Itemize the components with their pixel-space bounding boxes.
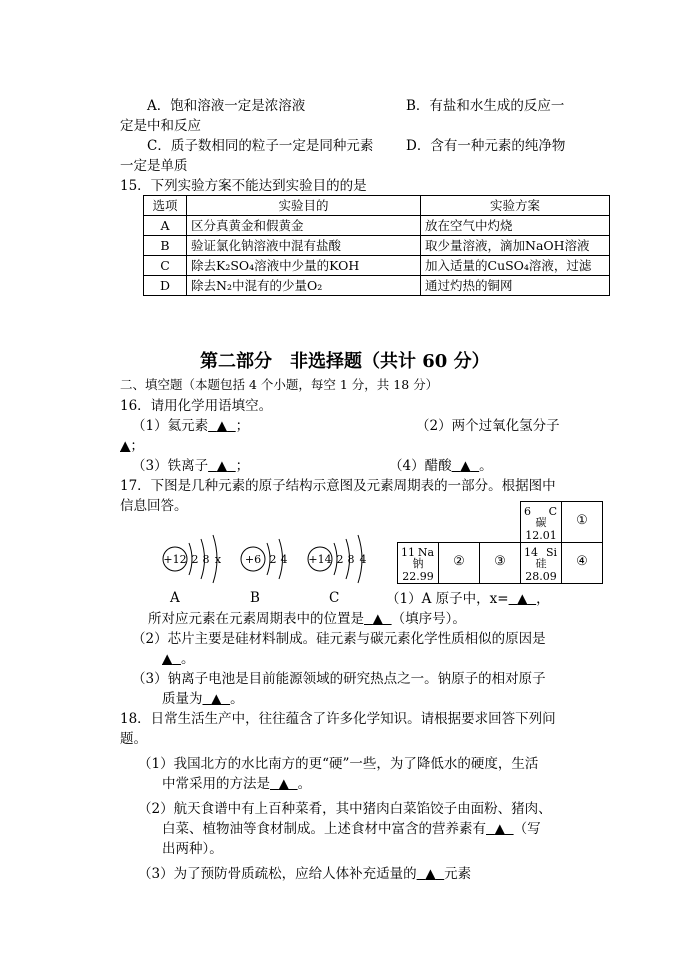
row-plan: 放在空气中灼烧	[421, 216, 610, 236]
q16-part3: （3）铁离子 ▲ ；	[132, 458, 250, 474]
answer-blank[interactable]: ▲	[216, 458, 228, 474]
answer-blank[interactable]: ▲	[120, 438, 131, 454]
q17-part2-blank: ▲ 。	[162, 651, 195, 667]
header-plan: 实验方案	[421, 196, 610, 216]
row-option: C	[144, 256, 187, 276]
q18-part1-blank: 中常采用的方法是 ▲ 。	[162, 776, 312, 792]
atom-b-diagram	[241, 539, 288, 579]
q18-stem-line2: 题。	[120, 731, 147, 747]
element-cell-sodium: 11 Na 钠 22.99	[397, 542, 439, 584]
row-plan: 加入适量的CuSO₄溶液，过滤	[421, 256, 610, 276]
atom-b-shell-1: 2	[269, 553, 277, 566]
row-goal: 验证氯化钠溶液中混有盐酸	[187, 236, 421, 256]
q16-stem: 16．请用化学用语填空。	[120, 398, 273, 414]
atom-c-shell-3: 4	[359, 553, 367, 566]
q17-part3-blank: 质量为 ▲ 。	[162, 691, 244, 707]
atom-c-label: C	[329, 590, 340, 606]
row-goal: 除去K₂SO₄溶液中少量的KOH	[187, 256, 421, 276]
atom-structure-diagrams	[155, 527, 380, 607]
row-plan: 通过灼热的铜网	[421, 276, 610, 296]
q16-part1: （1）氦元素 ▲ ；	[132, 418, 250, 434]
atom-a-diagram	[163, 535, 222, 583]
header-option: 选项	[144, 196, 187, 216]
element-cell-1: ①	[561, 501, 603, 543]
atom-a-shell-1: 2	[191, 553, 199, 566]
part2-title: 第二部分 非选择题（共计 60 分）	[200, 351, 490, 372]
row-plan: 取少量溶液，滴加NaOH溶液	[421, 236, 610, 256]
q14-option-c: C．质子数相同的粒子一定是同种元素	[147, 138, 374, 154]
q17-stem-line2: 信息回答。	[120, 498, 188, 514]
element-cell-2: ②	[438, 542, 480, 584]
answer-blank[interactable]: ▲	[460, 458, 471, 474]
q16-part4: （4）醋酸 ▲ 。	[389, 458, 493, 474]
q17-part1a: （1）A 原子中，x= ▲ ，	[386, 591, 550, 607]
section2-heading: 二、填空题（本题包括 4 个小题，每空 1 分，共 18 分）	[120, 377, 439, 392]
atom-a-nucleus: +12	[163, 553, 187, 566]
row-option: D	[144, 276, 187, 296]
atom-b-label: B	[250, 590, 260, 606]
atom-a-shell-2: 8	[202, 553, 210, 566]
element-cell-3: ③	[479, 542, 521, 584]
answer-blank[interactable]: ▲	[278, 776, 289, 792]
element-cell-carbon: 6 C 碳 12.01	[520, 501, 562, 543]
q17-part1b: 所对应元素在元素周期表中的位置是 ▲ （填序号）。	[148, 611, 466, 627]
row-goal: 区分真黄金和假黄金	[187, 216, 421, 236]
answer-blank[interactable]: ▲	[162, 651, 173, 667]
q14-option-d-continued: 一定是单质	[120, 158, 188, 174]
element-cell-4: ④	[561, 542, 603, 584]
answer-blank[interactable]: ▲	[216, 418, 228, 434]
q18-part2: （2）航天食谱中有上百种菜肴，其中猪肉白菜馅饺子由面粉、猪肉、	[138, 801, 552, 817]
q17-stem-line1: 17．下图是几种元素的原子结构示意图及元素周期表的一部分。根据图中	[120, 478, 556, 494]
q16-part2: （2）两个过氧化氢分子	[416, 418, 560, 434]
atom-c-diagram	[308, 535, 367, 583]
atom-c-shell-2: 8	[347, 553, 355, 566]
row-goal: 除去N₂中混有的少量O₂	[187, 276, 421, 296]
atom-b-shell-2: 4	[280, 553, 288, 566]
atom-a-shell-3: x	[214, 553, 222, 566]
experiment-table	[143, 195, 610, 296]
q17-part3: （3）钠离子电池是目前能源领域的研究热点之一。钠原子的相对原子	[132, 671, 546, 687]
table-header-row	[144, 196, 610, 216]
q14-option-d: D．含有一种元素的纯净物	[406, 138, 566, 154]
q18-part2-line3: 出两种）。	[162, 841, 223, 857]
answer-blank[interactable]: ▲	[517, 591, 528, 607]
q18-part3: （3）为了预防骨质疏松，应给人体补充适量的 ▲ 元素	[138, 866, 472, 882]
atom-c-shell-1: 2	[336, 553, 344, 566]
q14-option-b: B．有盐和水生成的反应一	[406, 98, 565, 114]
q14-option-a: A．饱和溶液一定是浓溶液	[147, 98, 306, 114]
table-row	[144, 216, 610, 236]
answer-blank[interactable]: ▲	[211, 691, 222, 707]
answer-blank[interactable]: ▲	[425, 866, 436, 882]
atom-b-nucleus: +6	[244, 553, 262, 566]
table-row	[144, 276, 610, 296]
q17-part2: （2）芯片主要是硅材料制成。硅元素与碳元素化学性质相似的原因是	[132, 631, 546, 647]
atom-c-nucleus: +14	[308, 553, 332, 566]
element-cell-silicon: 14 Si 硅 28.09	[520, 542, 562, 584]
q16-part2-blank: ▲；	[120, 438, 144, 454]
answer-blank[interactable]: ▲	[494, 821, 505, 837]
atom-a-label: A	[170, 590, 180, 606]
table-row	[144, 256, 610, 276]
q14-option-b-continued: 定是中和反应	[120, 118, 201, 134]
row-option: A	[144, 216, 187, 236]
answer-blank[interactable]: ▲	[372, 611, 383, 627]
q15-stem: 15．下列实验方案不能达到实验目的的是	[120, 178, 367, 194]
header-goal: 实验目的	[187, 196, 421, 216]
q18-part1: （1）我国北方的水比南方的更“硬”一些，为了降低水的硬度，生活	[138, 756, 539, 772]
q18-part2-line2: 白菜、植物油等食材制成。上述食材中富含的营养素有 ▲ （写	[162, 821, 541, 837]
row-option: B	[144, 236, 187, 256]
table-row	[144, 236, 610, 256]
q18-stem-line1: 18．日常生活生产中，往往蕴含了许多化学知识。请根据要求回答下列问	[120, 711, 556, 727]
